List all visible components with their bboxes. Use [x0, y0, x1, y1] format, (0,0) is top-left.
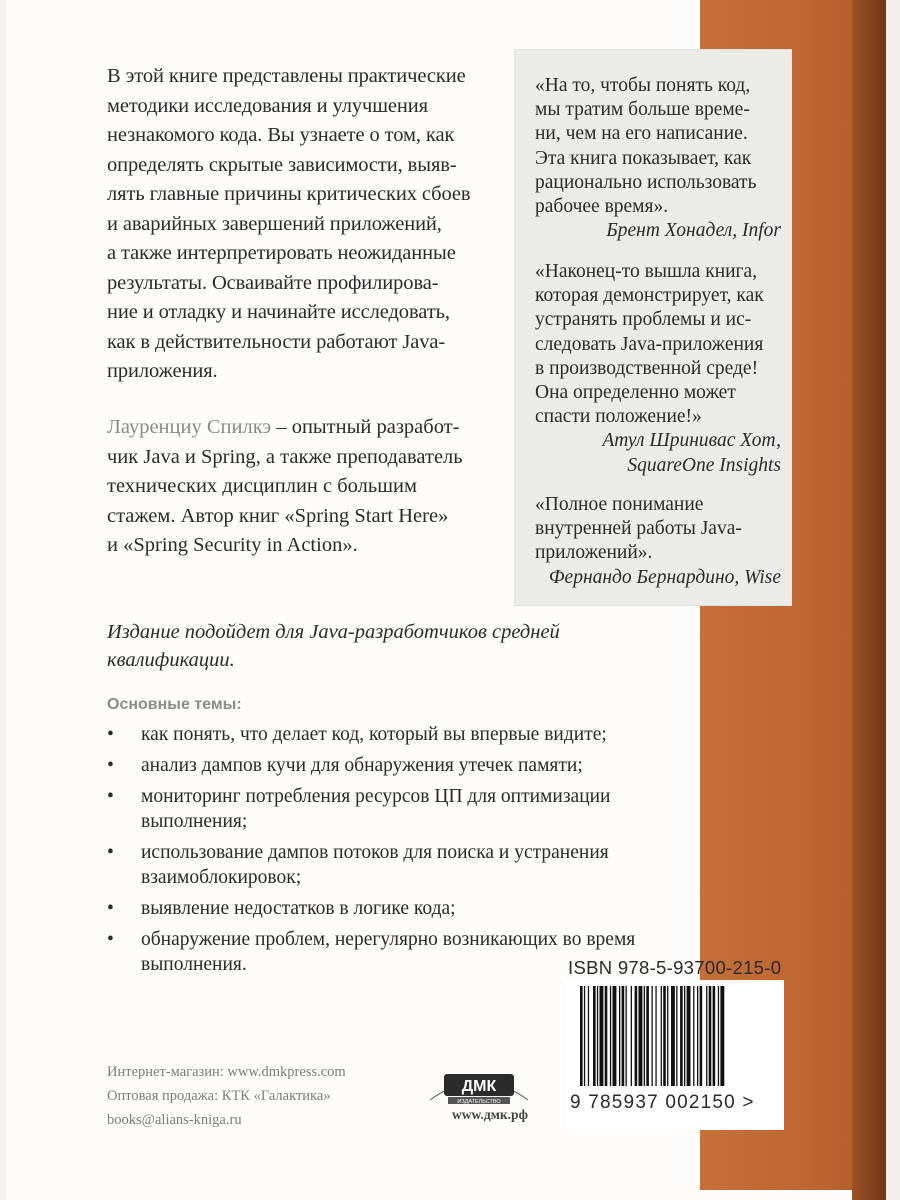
- barcode-bar: [718, 986, 719, 1086]
- bullet-icon: •: [107, 929, 114, 950]
- barcode-bar: [597, 986, 598, 1086]
- bullet-icon: •: [107, 842, 114, 863]
- testimonials-box: [515, 50, 791, 605]
- testimonial-quote: [535, 74, 787, 243]
- barcode-digits: 9 785937 002150 >: [570, 1092, 755, 1113]
- quote-attribution: Атул Шринивас Хот,: [602, 430, 781, 452]
- topic-line: выполнения;: [141, 811, 248, 832]
- intro-line: результаты. Осваивайте профилирова-: [107, 271, 439, 294]
- intro-line: приложения.: [107, 360, 218, 382]
- barcode-bar: [626, 986, 627, 1086]
- barcode-bar: [610, 986, 611, 1086]
- barcode-bar: [700, 986, 703, 1086]
- intro-line: ние и отладку и начинайте исследовать,: [107, 301, 450, 323]
- spine-edge: [852, 0, 886, 1200]
- barcode-bar: [619, 986, 620, 1086]
- quote-line: устранять проблемы и ис-: [535, 309, 752, 331]
- quote-line: «На то, чтобы понять код,: [535, 75, 751, 96]
- barcode-bar: [593, 986, 596, 1086]
- barcode-bar: [663, 986, 666, 1086]
- list-item: [107, 722, 687, 747]
- email-line: books@alians-kniga.ru: [107, 1112, 242, 1128]
- barcode-bar: [706, 986, 707, 1086]
- barcode-bar: [697, 986, 698, 1086]
- author-line: технических дисциплин с большим: [107, 475, 417, 497]
- barcode-icon: [566, 980, 784, 1090]
- testimonial-quote: [535, 260, 787, 478]
- quote-line: следовать Java-приложения: [535, 333, 764, 355]
- barcode-bar: [680, 986, 683, 1086]
- barcode-bar: [580, 986, 583, 1086]
- intro-line: В этой книге представлены практические: [107, 65, 466, 87]
- barcode-bar: [600, 986, 604, 1086]
- intro-line: определять скрытые зависимости, выяв-: [107, 153, 457, 176]
- quote-line: спасти положение!»: [535, 406, 702, 428]
- quote-attribution: SquareOne Insights: [627, 454, 781, 476]
- bullet-icon: •: [107, 755, 114, 776]
- barcode-bar: [687, 986, 691, 1086]
- intro-line: незнакомого кода. Вы узнаете о том, как: [107, 124, 455, 146]
- barcode-bar: [676, 986, 677, 1086]
- quote-attribution: Брент Хонадел, Infor: [606, 220, 781, 242]
- barcode-bar: [661, 986, 662, 1086]
- barcode-bar: [652, 986, 653, 1086]
- topics-heading: Основные темы:: [107, 696, 242, 713]
- barcode-bar: [613, 986, 617, 1086]
- topic-line: выявление недостатков в логике кода;: [141, 898, 456, 919]
- intro-paragraph: [107, 62, 507, 387]
- barcode-bar: [639, 986, 643, 1086]
- barcode-bar: [684, 986, 685, 1086]
- barcode-bar: [584, 986, 585, 1086]
- topic-line: обнаружение проблем, нерегулярно возникающих во время: [141, 929, 636, 950]
- quote-line: рабочее время».: [535, 196, 669, 218]
- topics-list: [107, 722, 687, 983]
- barcode-bar: [622, 986, 625, 1086]
- quote-line: мы тратим больше време-: [535, 99, 750, 121]
- list-item: [107, 753, 687, 778]
- barcode-bar: [588, 986, 589, 1086]
- intro-line: лять главные причины критических сбоев: [107, 183, 471, 205]
- quote-attribution: Фернандо Бернардино, Wise: [548, 566, 781, 588]
- dmk-logo-icon: [424, 1060, 534, 1108]
- footer-contacts: [107, 1060, 346, 1132]
- barcode-bar: [667, 986, 668, 1086]
- topic-line: взаимоблокировок;: [141, 867, 302, 888]
- quote-line: которая демонстрирует, как: [535, 285, 764, 307]
- barcode-bar: [720, 986, 724, 1086]
- quote-line: ни, чем на его написание.: [535, 123, 748, 145]
- author-line-rest: – опытный разработ-: [271, 416, 460, 438]
- topic-line: использование дампов потоков для поиска и устранения: [141, 842, 609, 863]
- author-line: чик Java и Spring, а также преподаватель: [107, 445, 463, 468]
- quote-line: «Полное понимание: [535, 494, 704, 515]
- author-paragraph: [107, 413, 507, 561]
- author-name: Лауренциу Спилкэ: [107, 416, 272, 438]
- list-item: [107, 840, 687, 890]
- list-item: [107, 784, 687, 834]
- quote-line: Эта книга показывает, как: [535, 147, 752, 169]
- barcode-bar: [709, 986, 712, 1086]
- barcode-bar: [671, 986, 675, 1086]
- isbn-label: ISBN 978-5-93700-215-0: [568, 957, 782, 978]
- testimonial-quote: [535, 493, 787, 590]
- logo-subtext: ИЗДАТЕЛЬСТВО: [457, 1099, 501, 1105]
- audience-line: квалификации.: [107, 649, 235, 671]
- logo-text: ДМК: [461, 1078, 497, 1095]
- quote-line: внутренней работы Java-: [535, 518, 742, 540]
- intro-line: и аварийных завершений приложений,: [107, 212, 442, 235]
- barcode-bar: [693, 986, 694, 1086]
- topic-line: анализ дампов кучи для обнаружения утечек памяти;: [141, 755, 583, 776]
- bullet-icon: •: [107, 724, 114, 745]
- barcode-bar: [631, 986, 632, 1086]
- list-item: [107, 896, 687, 921]
- publisher-url: www.дмк.рф: [452, 1107, 528, 1122]
- topic-line: выполнения.: [141, 954, 247, 975]
- shop-line: Интернет-магазин: www.dmkpress.com: [107, 1064, 346, 1080]
- barcode-bar: [713, 986, 716, 1086]
- wholesale-line: Оптовая продажа: КТК «Галактика»: [107, 1088, 331, 1104]
- barcode-bar: [605, 986, 608, 1086]
- quote-line: приложений».: [535, 542, 653, 564]
- quote-line: Она определенно может: [535, 382, 736, 404]
- intro-line: как в действительности работают Java-: [107, 330, 446, 353]
- quote-line: в производственной среде!: [535, 357, 759, 379]
- audience-line: Издание подойдет для Java-разработчиков средней: [107, 621, 560, 643]
- barcode-bar: [655, 986, 656, 1086]
- author-line: [107, 413, 507, 443]
- topic-line: мониторинг потребления ресурсов ЦП для оптимизации: [141, 786, 611, 807]
- intro-line: а также интерпретировать неожиданные: [107, 242, 456, 264]
- audience-note: [107, 618, 667, 674]
- outer-margin: [886, 0, 900, 1200]
- barcode-bar: [635, 986, 638, 1086]
- bullet-icon: •: [107, 786, 114, 807]
- barcode-bar: [646, 986, 649, 1086]
- quote-line: «Наконец-то вышла книга,: [535, 261, 758, 282]
- quote-line: рационально использовать: [535, 171, 757, 193]
- author-line: и «Spring Security in Action».: [107, 534, 358, 556]
- intro-line: методики исследования и улучшения: [107, 94, 428, 117]
- bullet-icon: •: [107, 898, 114, 919]
- author-line: стажем. Автор книг «Spring Start Here»: [107, 504, 449, 527]
- topic-line: как понять, что делает код, который вы впервые видите;: [141, 724, 607, 745]
- barcode-bar: [644, 986, 645, 1086]
